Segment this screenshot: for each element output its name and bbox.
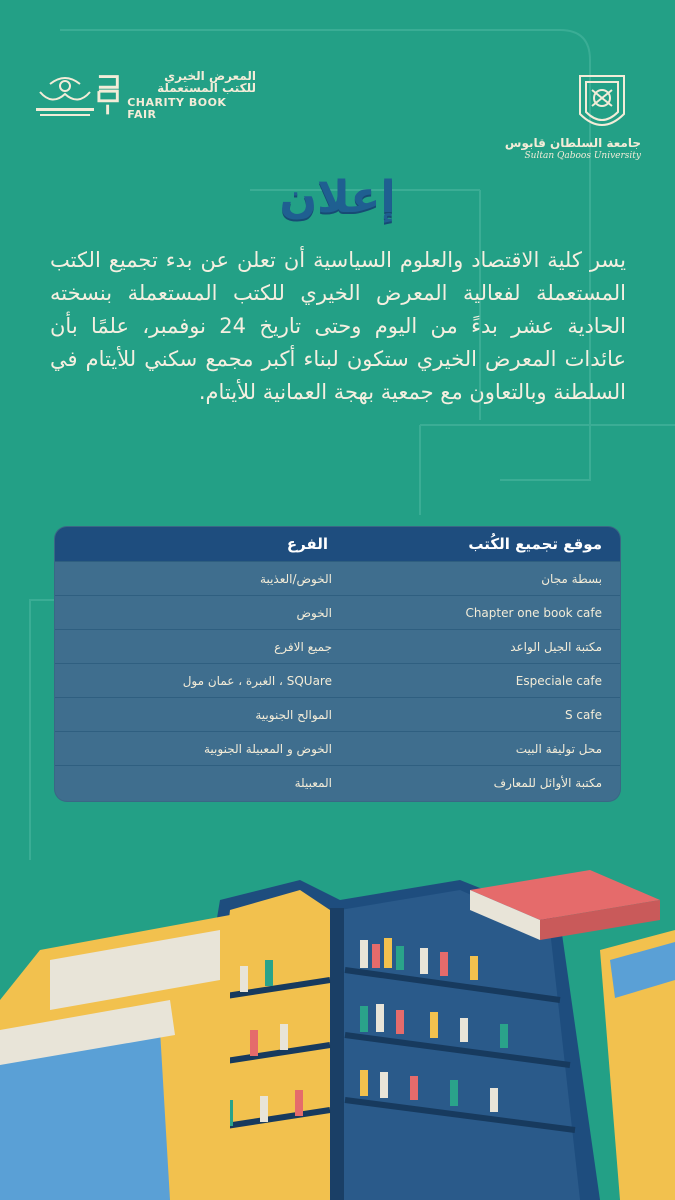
branch-cell: SQUare ، الغبرة ، عمان مول [182, 673, 332, 688]
branch-cell: الخوض و المعبيلة الجنوبية [204, 741, 332, 756]
orphans-association-logo [30, 70, 100, 120]
table-row [55, 663, 620, 697]
table-header-row [55, 527, 620, 561]
location-column-header: موقع تجميع الكُتب [468, 535, 602, 553]
table-row [55, 731, 620, 765]
table-row [55, 561, 620, 595]
location-cell: Especiale cafe [515, 673, 602, 688]
fair-logo-arabic-line1: المعرض الخيري [164, 68, 256, 83]
location-cell: مكتبة الأوائل للمعارف [493, 775, 602, 790]
table-row [55, 595, 620, 629]
university-name-english: Sultan Qaboos University [524, 151, 641, 161]
announcement-body: يسر كلية الاقتصاد والعلوم السياسية أن تعلن عن بدء تجميع الكتب المستعملة لفعالية المعرض الخيري للكتب المستعملة بنسخته الحادية عشر بدءً من اليوم وحتى تاريخ 24 نوفمبر، علمًا بأن عائدات المعرض الخيري ستكون لبناء أكبر مجمع سكني للأيتام في السلطنة وبالتعاون مع جمعية بهجة العمانية للأيتام. [50, 248, 626, 404]
location-cell: Chapter one book cafe [465, 605, 602, 620]
book-stack-illustration [0, 860, 675, 1200]
book-fair-mark-icon [96, 73, 121, 117]
location-cell: محل توليفة البيت [515, 741, 602, 756]
table-row [55, 765, 620, 799]
university-seal-icon [566, 70, 638, 140]
branch-cell: الخوض [296, 605, 332, 620]
branch-cell: المعبيلة [294, 775, 332, 790]
table-row [55, 629, 620, 663]
collection-locations-table [55, 527, 620, 801]
branch-cell: الموالح الجنوبية [255, 707, 332, 722]
fair-logo-english: CHARITY BOOK FAIR [127, 96, 227, 121]
branch-cell: جميع الافرع [274, 639, 332, 654]
branch-cell: الخوض/العذيبة [260, 571, 332, 586]
fair-logo-arabic-line2: للكتب المستعملة [157, 81, 256, 96]
announcement-title: إعلان [279, 172, 396, 223]
university-name-arabic: جامعة السلطان قابوس [504, 136, 641, 150]
branch-column-header: الفرع [286, 535, 328, 553]
location-cell: بسطة مجان [541, 571, 602, 586]
table-row [55, 697, 620, 731]
location-cell: S cafe [565, 707, 602, 722]
charity-book-fair-logo [96, 70, 256, 120]
location-cell: مكتبة الجيل الواعد [510, 639, 602, 654]
